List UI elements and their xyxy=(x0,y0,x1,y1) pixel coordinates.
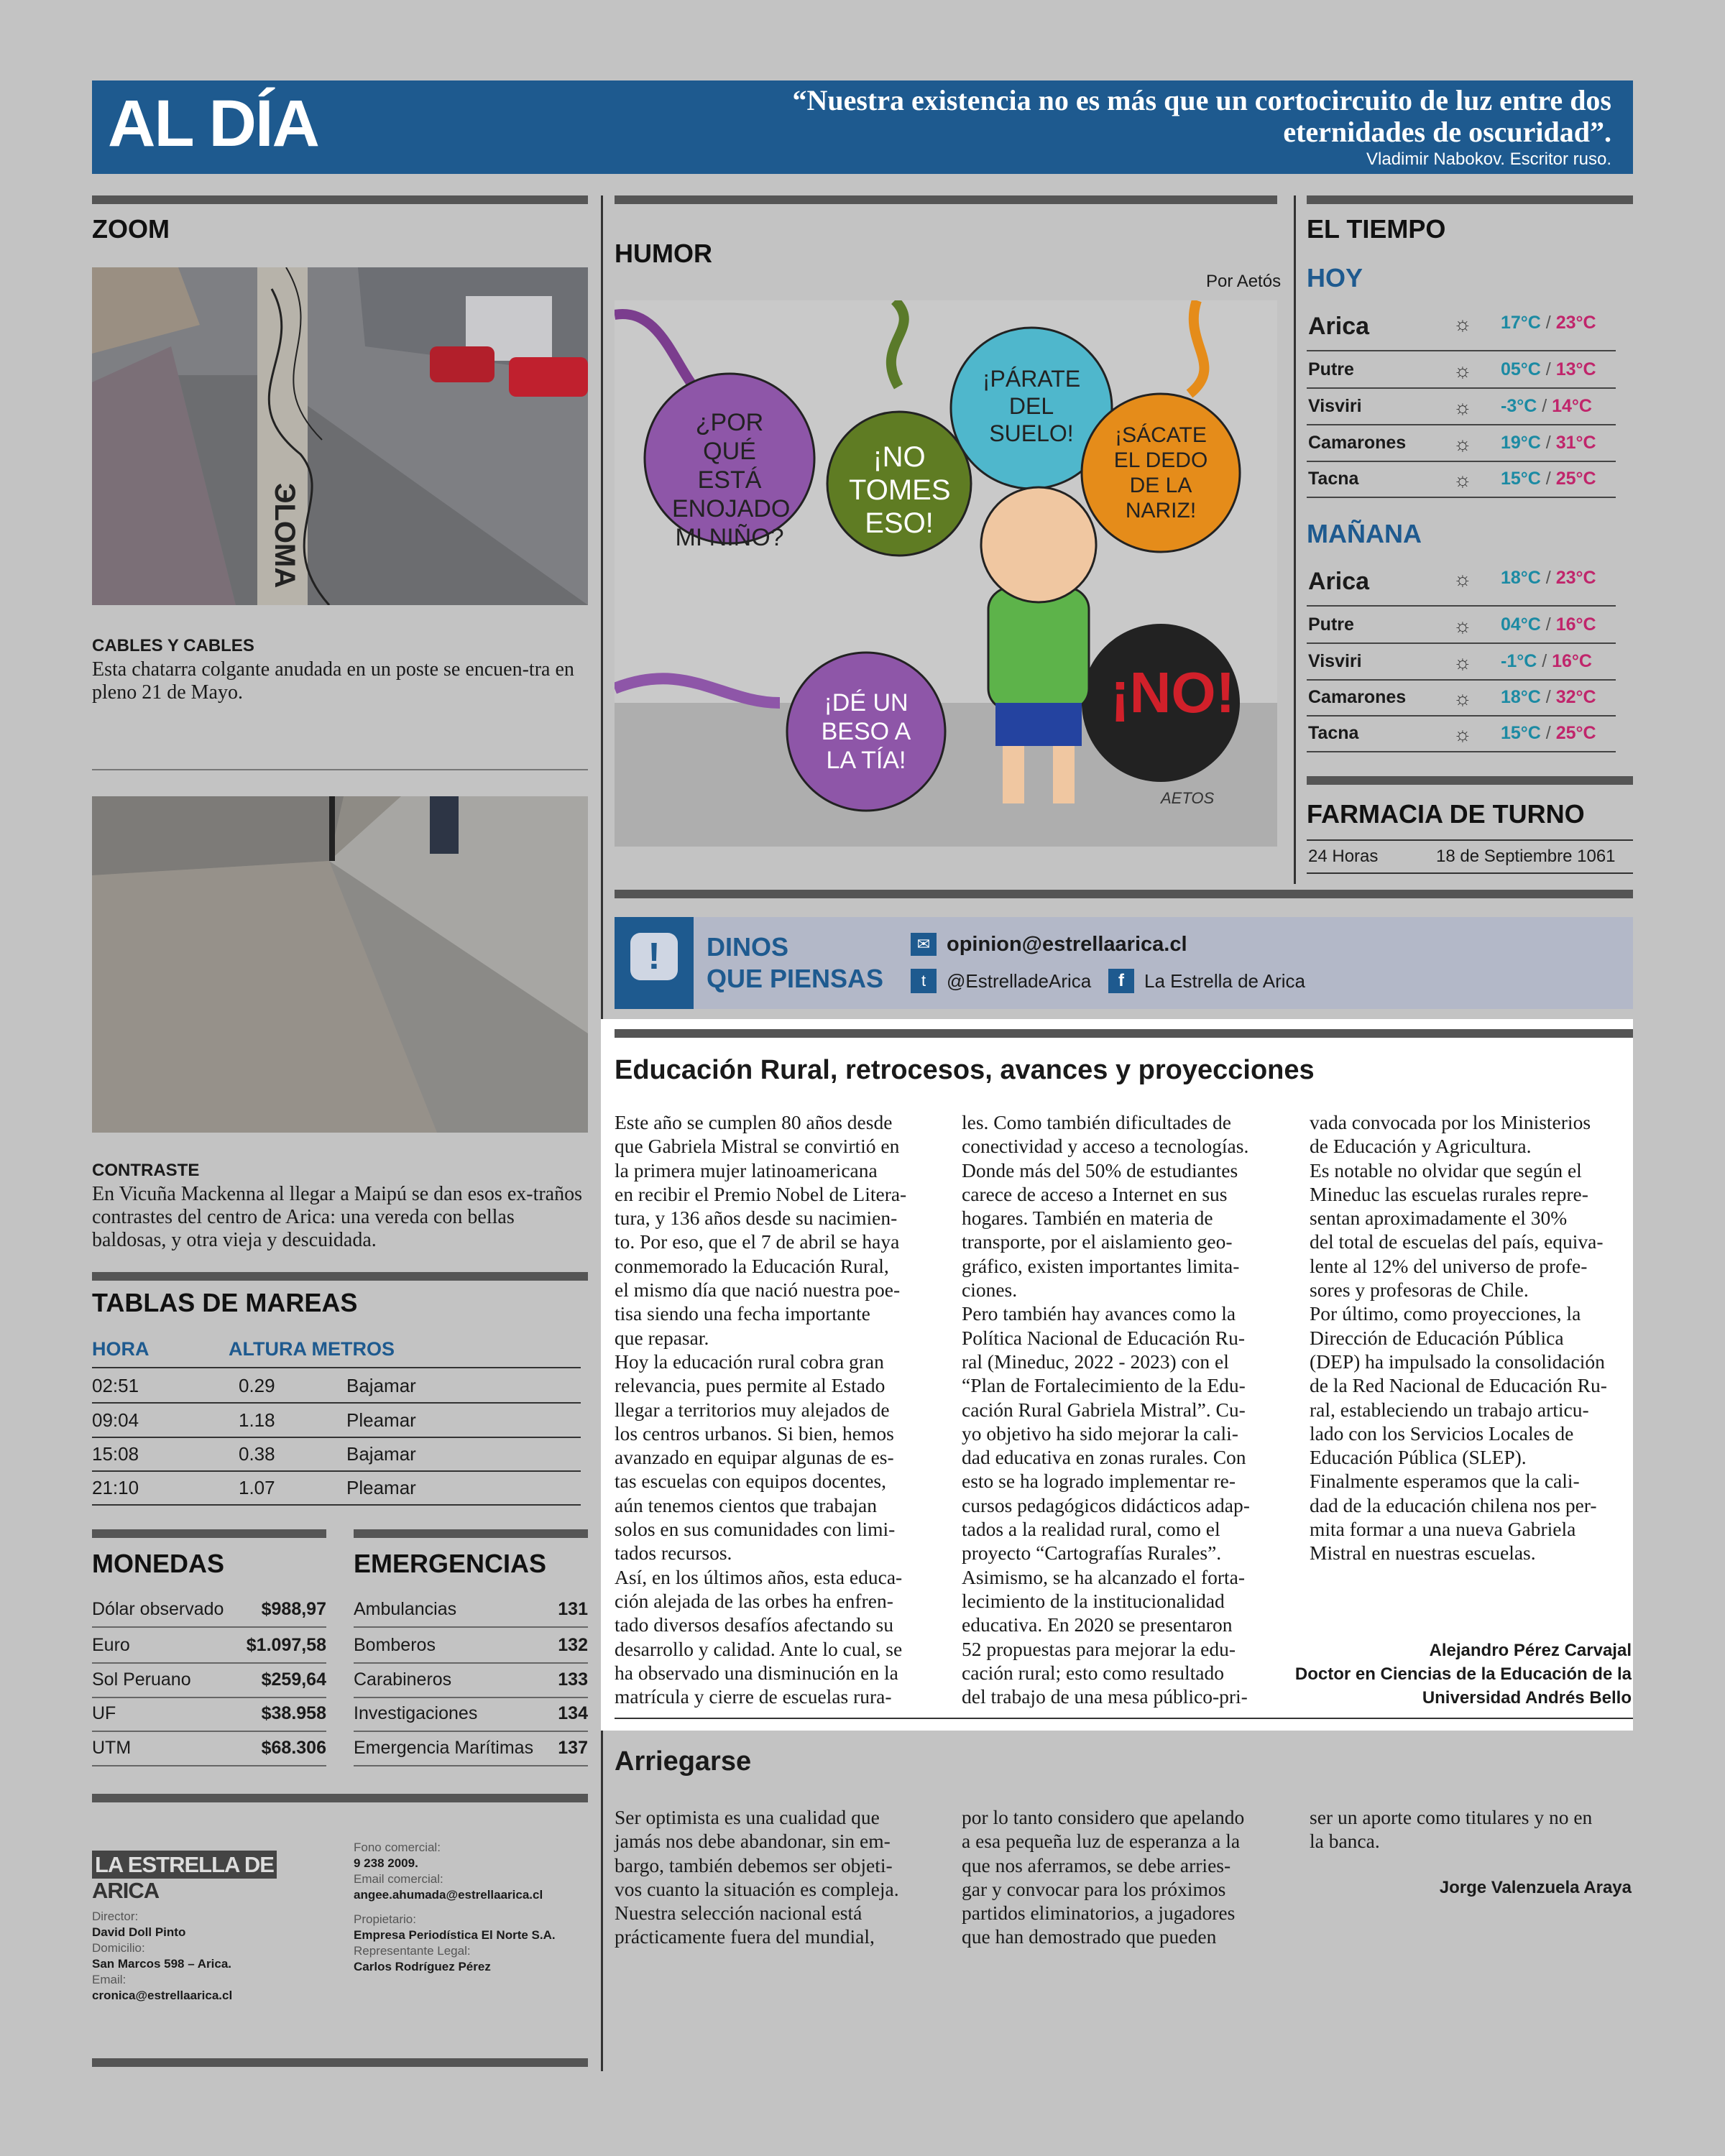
weather-row: Camarones ☼ 18°C / 32°C xyxy=(1307,680,1616,717)
humor-title: HUMOR xyxy=(615,239,712,268)
table-row: Dólar observado $988,97 xyxy=(92,1592,326,1628)
table-row: 09:04 1.18 Pleamar xyxy=(92,1404,581,1438)
cartoon-bubble-6: ¡NO! xyxy=(1110,660,1236,724)
credits-bottom-bar xyxy=(92,2058,588,2067)
zoom-title: ZOOM xyxy=(92,214,170,244)
farmacia-title: FARMACIA DE TURNO xyxy=(1307,799,1585,829)
mareas-header-rule xyxy=(92,1367,581,1368)
dinos-top-bar xyxy=(615,890,1633,898)
tiempo-title: EL TIEMPO xyxy=(1307,214,1446,244)
tiempo-manana-label: MAÑANA xyxy=(1307,519,1422,548)
page-section-title: AL DÍA xyxy=(108,87,318,160)
article2-title: Arriegarse xyxy=(615,1746,752,1777)
table-row: Euro $1.097,58 xyxy=(92,1628,326,1664)
article1-title: Educación Rural, retrocesos, avances y proyecciones xyxy=(615,1055,1315,1085)
masthead-banner xyxy=(92,80,1633,174)
twitter-icon: t xyxy=(911,969,937,993)
sun-icon: ☼ xyxy=(1453,723,1472,745)
photo1-title: CABLES Y CABLES xyxy=(92,636,254,655)
facebook-icon: f xyxy=(1108,969,1134,993)
exclamation-icon: ! xyxy=(630,933,678,980)
credits-top-bar xyxy=(92,1794,588,1802)
weather-row: Camarones ☼ 19°C / 31°C xyxy=(1307,425,1616,462)
monedas-title: MONEDAS xyxy=(92,1549,225,1578)
cartoon-bubble-4: ¡SÁCATE EL DEDO DE LA NARIZ! xyxy=(1113,423,1208,522)
email-icon: ✉ xyxy=(911,933,937,956)
cartoon-drawing xyxy=(615,300,1277,847)
weather-row: Arica ☼ 18°C / 23°C xyxy=(1307,561,1616,607)
table-row: 15:08 0.38 Bajamar xyxy=(92,1437,581,1472)
sun-icon: ☼ xyxy=(1453,687,1472,709)
photo2-title: CONTRASTE xyxy=(92,1161,200,1180)
farmacia-address: 18 de Septiembre 1061 xyxy=(1436,847,1616,866)
table-row: Bomberos 132 xyxy=(354,1628,588,1664)
tiempo-hoy-label: HOY xyxy=(1307,263,1363,292)
article2-col3: ser un aporte como titulares y no en la banca. xyxy=(1310,1806,1593,1853)
table-row: 21:10 1.07 Pleamar xyxy=(92,1471,581,1506)
article1-col1: Este año se cumplen 80 años desde que Gabriela Mistral se convirtió en la primera mujer latinoamericana en recibir el Premio Nobel de Litera- tura, y 136 años desde su nacimien- to. Por eso, que el 7 de abril se haya conmemorado la Educación Rural, el mismo día que nació nuestra poe- tisa siendo una fecha importante que repasar. Hoy la educación rural cobra gran relevancia, pues permite al Estado llegar a territorios muy alejados de los centros urbanos. Si bien, hemos avanzado en equipar algunas de es- tas escuelas con equipos docentes, aún tenemos cientos que trabajan solos en sus comunidades con limi- tados recursos. Así, en los últimos años, esta educa- ción alejada de las orbes ha enfren- tado diversos desafíos afectando su desarrollo y calidad. Ante lo cual, se ha observado una disminución en la matrícula y cierre de escuelas rura- xyxy=(615,1111,907,1708)
weather-row: Putre ☼ 05°C / 13°C xyxy=(1307,352,1616,389)
sidewalk-illustration xyxy=(92,796,588,1133)
weather-row: Visviri ☼ -3°C / 14°C xyxy=(1307,389,1616,425)
emergencias-top-bar xyxy=(354,1529,588,1538)
newspaper-logo: LA ESTRELLA DE ARICA xyxy=(92,1852,326,1879)
zoom-divider xyxy=(92,769,588,770)
dinos-title: DINOS QUE PIENSAS xyxy=(707,932,884,993)
dinos-facebook-link[interactable]: La Estrella de Arica xyxy=(1144,970,1306,992)
humor-top-bar xyxy=(615,195,1277,204)
table-row: Emergencia Marítimas 137 xyxy=(354,1731,588,1766)
weather-row: Tacna ☼ 15°C / 25°C xyxy=(1307,461,1616,498)
table-row: UF $38.958 xyxy=(92,1696,326,1732)
article2-col2: por lo tanto considero que apelando a esa pequeña luz de esperanza a la que nos aferramos, se debe arries- gar y convocar para los próximos partidos eliminatorios, a jugadores que han demostrado que pueden xyxy=(962,1806,1245,1948)
cartoon-byline: Por Aetós xyxy=(1206,272,1282,291)
article1-col3: vada convocada por los Ministerios de Educación y Agricultura. Es notable no olvidar que según el Mineduc las escuelas rurales repre- sentan aproximadamente el 30% del total de escuelas del país, equiva- lente al 12% del universo de profe- sores y profesoras de Chile. Por último, como proyecciones, la Dirección de Educación Pública (DEP) ha impulsado la consolidación de la Red Nacional de Educación Ru- ral, estableciendo un trabajo articu- lado con los Servicios Locales de Educación Pública (SLEP). Finalmente esperamos que la cali- dad de la educación chilena nos per- mita formar a una nueva Gabriela Mistral en nuestras escuelas. xyxy=(1310,1111,1607,1565)
table-row: UTM $68.306 xyxy=(92,1731,326,1766)
table-row: Ambulancias 131 xyxy=(354,1592,588,1628)
mareas-top-bar xyxy=(92,1272,588,1281)
farmacia-top-bar xyxy=(1307,776,1633,785)
sun-icon: ☼ xyxy=(1453,469,1472,491)
cartoon-signature: AETOS xyxy=(1161,789,1215,807)
article1-top-bar xyxy=(615,1029,1633,1038)
cartoon-bubble-5: ¡DÉ UN BESO A LA TÍA! xyxy=(821,689,911,774)
weather-row: Putre ☼ 04°C / 16°C xyxy=(1307,607,1616,644)
credits-right: Fono comercial: 9 238 2009. Email comercial: angee.ahumada@estrellaarica.cl Propietario: Empresa Periodística El Norte S.A. Representante Legal: Carlos Rodríguez Pérez xyxy=(354,1841,556,1973)
table-row: Investigaciones 134 xyxy=(354,1696,588,1732)
table-row: Sol Peruano $259,64 xyxy=(92,1662,326,1698)
header-quote: “Nuestra existencia no es más que un cortocircuito de luz entre dos eternidades de oscuridad”. xyxy=(792,84,1611,148)
weather-row: Tacna ☼ 15°C / 25°C xyxy=(1307,716,1616,752)
dinos-icon-box xyxy=(615,917,694,1009)
cartoon xyxy=(615,300,1277,847)
tiempo-top-bar xyxy=(1307,195,1633,204)
dinos-email-link[interactable]: opinion@estrellaarica.cl xyxy=(947,933,1187,956)
credits-left: Director: David Doll Pinto Domicilio: San Marcos 598 – Arica. Email: cronica@estrellaarica.cl xyxy=(92,1909,233,2002)
article2-signature: Jorge Valenzuela Araya xyxy=(1439,1878,1632,1897)
column-divider-right xyxy=(1294,195,1296,884)
zoom-photo-cables xyxy=(92,267,588,605)
weather-row: Arica ☼ 17°C / 23°C xyxy=(1307,305,1616,351)
zoom-top-bar xyxy=(92,195,588,204)
mareas-title: TABLAS DE MAREAS xyxy=(92,1288,358,1317)
dinos-panel xyxy=(615,917,1633,1009)
photo2-caption: En Vicuña Mackenna al llegar a Maipú se dan esos ex-traños contrastes del centro de Arica: una vereda con bellas baldosas, y otra vieja y descuidada. xyxy=(92,1183,583,1251)
street-pole-illustration xyxy=(92,267,588,605)
monedas-top-bar xyxy=(92,1529,326,1538)
article2-col1: Ser optimista es una cualidad que jamás nos debe abandonar, sin em- bargo, también debemos ser objeti- vos cuanto la situación es compleja. Nuestra selección nacional está prácticamente fuera del mundial, xyxy=(615,1806,899,1948)
mareas-col-hora: HORA xyxy=(92,1338,150,1360)
sun-icon: ☼ xyxy=(1453,313,1472,335)
farmacia-hours: 24 Horas xyxy=(1308,847,1379,866)
table-row: Carabineros 133 xyxy=(354,1662,588,1698)
weather-row: Visviri ☼ -1°C / 16°C xyxy=(1307,644,1616,681)
mareas-col-altura: ALTURA METROS xyxy=(229,1338,395,1360)
dinos-twitter-link[interactable]: @EstrelladeArica xyxy=(947,970,1092,992)
cartoon-bubble-3: ¡PÁRATE DEL SUELO! xyxy=(982,366,1081,446)
sun-icon: ☼ xyxy=(1453,433,1472,455)
sun-icon: ☼ xyxy=(1453,651,1472,673)
article1-signature: Alejandro Pérez Carvajal Doctor en Ciencias de la Educación de la Universidad Andrés Bello xyxy=(1294,1641,1632,1708)
sun-icon: ☼ xyxy=(1453,614,1472,637)
photo1-caption: Esta chatarra colgante anudada en un poste se encuen-tra en pleno 21 de Mayo. xyxy=(92,658,574,704)
cartoon-bubble-2: ¡NO TOMES ESO! xyxy=(849,441,951,539)
article1-col2: les. Como también dificultades de conectividad y acceso a tecnologías. Donde más del 50% de estudiantes carece de acceso a Internet en sus hogares. También en materia de transporte, por el aislamiento geo- gráfico, existen importantes limita- ciones. Pero también hay avances como la Política Nacional de Educación Ru- ral (Mineduc, 2022 - 2023) con el “Plan de Fortalecimiento de la Edu- cación Rural Gabriela Mistral”. Cu- yo objetivo ha sido mejorar la cali- dad educativa en zonas rurales. Con esto se ha logrado implementar re- cursos pedagógicos didácticos adap- tados a la realidad rural, como el proyecto “Cartografías Rurales”. Asimismo, se ha alcanzado el forta- lecimiento de la institucionalidad educativa. En 2020 se presentaron 52 propuestas para mejorar la edu- cación rural; esto como resultado del trabajo de una mesa público-pri- xyxy=(962,1111,1250,1708)
article1-bottom-rule xyxy=(615,1718,1633,1719)
graffiti-text: ЭLOMA xyxy=(269,483,300,589)
cartoon-bubble-1: ¿POR QUÉ ESTÁ ENOJADO MI NIÑO? xyxy=(672,409,791,551)
sun-icon: ☼ xyxy=(1453,568,1472,590)
sun-icon: ☼ xyxy=(1453,359,1472,382)
emergencias-title: EMERGENCIAS xyxy=(354,1549,547,1578)
sun-icon: ☼ xyxy=(1453,396,1472,418)
header-quote-author: Vladimir Nabokov. Escritor ruso. xyxy=(1366,149,1611,169)
table-row: 02:51 0.29 Bajamar xyxy=(92,1369,581,1404)
farmacia-info xyxy=(1307,839,1633,874)
zoom-photo-sidewalk xyxy=(92,796,588,1133)
